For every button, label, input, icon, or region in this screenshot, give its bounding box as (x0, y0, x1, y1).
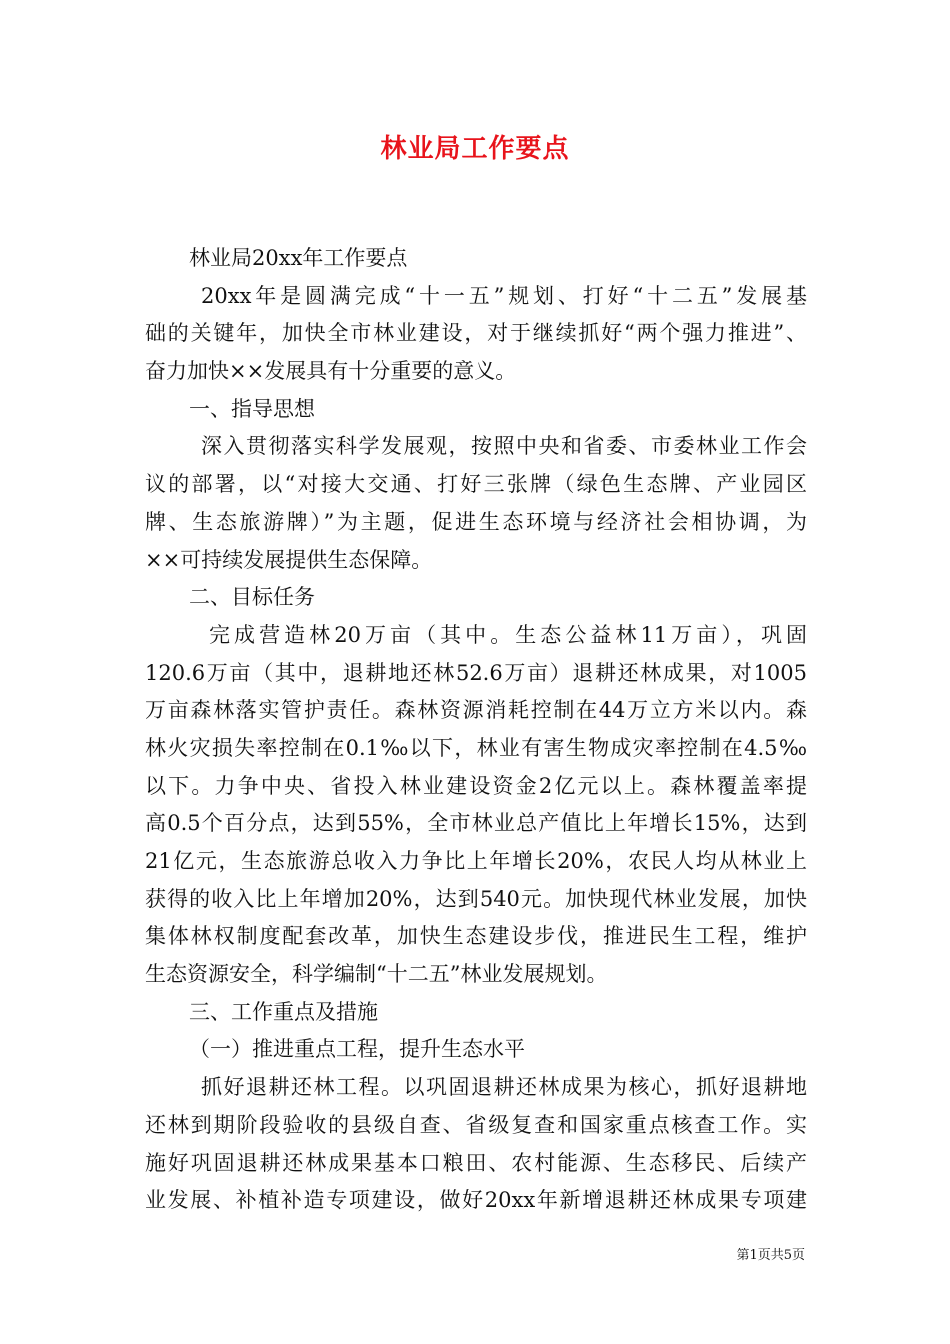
page-number: 第1页共5页 (736, 1248, 805, 1263)
body-line: （一）推进重点工程，提升生态水平 (189, 1037, 525, 1062)
body-line: ××可持续发展提供生态保障。 (145, 547, 433, 572)
document-body (145, 240, 807, 1220)
document-title: 林业局工作要点 (380, 134, 570, 164)
body-line: 林业局20xx年工作要点 (189, 246, 408, 270)
body-line: 抓好退耕还林工程。以巩固退耕还林成果为核心，抓好退耕地 (201, 1075, 807, 1100)
body-line: 万亩森林落实管护责任。森林资源消耗控制在44万立方米以内。森 (145, 698, 807, 723)
body-line: 议的部署，以“对接大交通、打好三张牌（绿色生态牌、产业园区 (145, 472, 807, 497)
body-line: 三、工作重点及措施 (189, 999, 378, 1024)
body-line: 还林到期阶段验收的县级自查、省级复查和国家重点核查工作。实 (145, 1112, 807, 1137)
body-line: 生态资源安全，科学编制“十二五”林业发展规划。 (145, 962, 608, 987)
body-line: 础的关键年，加快全市林业建设，对于继续抓好“两个强力推进”、 (145, 321, 807, 346)
body-line: 牌、生态旅游牌）”为主题，促进生态环境与经济社会相协调，为 (145, 509, 807, 534)
body-line: 完成营造林20万亩（其中。生态公益林11万亩），巩固 (209, 622, 807, 647)
body-line: 林火灾损失率控制在0.1‰以下，林业有害生物成灾率控制在4.5‰ (145, 735, 807, 760)
body-line: 业发展、补植补造专项建设，做好20xx年新增退耕还林成果专项建 (145, 1188, 807, 1213)
body-line: 以下。力争中央、省投入林业建设资金2亿元以上。森林覆盖率提 (145, 773, 807, 798)
body-line: 高0.5个百分点，达到55%，全市林业总产值比上年增长15%，达到 (145, 811, 807, 836)
body-line: 二、目标任务 (189, 585, 315, 610)
body-line: 施好巩固退耕还林成果基本口粮田、农村能源、生态移民、后续产 (145, 1150, 807, 1175)
body-line: 集体林权制度配套改革，加快生态建设步伐，推进民生工程，维护 (145, 924, 807, 949)
body-line: 一、指导思想 (189, 396, 315, 421)
body-line: 获得的收入比上年增加20%，达到540元。加快现代林业发展，加快 (145, 886, 807, 911)
body-line: 20xx年是圆满完成“十一五”规划、打好“十二五”发展基 (201, 283, 807, 308)
body-line: 21亿元，生态旅游总收入力争比上年增长20%，农民人均从林业上 (145, 849, 807, 873)
body-line: 120.6万亩（其中，退耕地还林52.6万亩）退耕还林成果，对1005 (145, 660, 807, 685)
body-line: 奋力加快××发展具有十分重要的意义。 (145, 359, 517, 384)
body-line: 深入贯彻落实科学发展观，按照中央和省委、市委林业工作会 (201, 434, 807, 459)
